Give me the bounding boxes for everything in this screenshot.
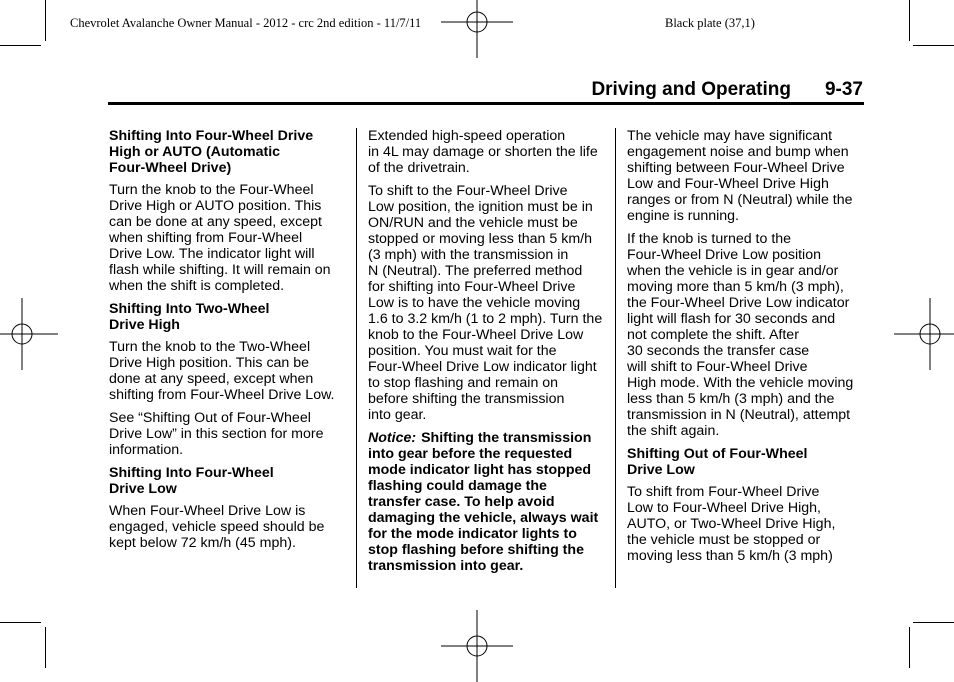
section-heading: Shifting Into Two-Wheel Drive High bbox=[109, 301, 270, 333]
body-paragraph: If the knob is turned to the Four-Wheel Drive Low position when the vehicle is in gear and/or moving more than 5 km/h (3 mph), the Four-Wheel Drive Low indicator light will flash for 30 seconds and not complete the shift. After 30 seconds the transfer case will shift to Four-Wheel Drive High mode. With the vehicle moving less than 5 km/h (3 mph) and the transmission in N (Neutral), attempt the shift again. bbox=[627, 231, 854, 439]
body-paragraph: When Four-Wheel Drive Low is engaged, vehicle speed should be kept below 72 km/h (45 mph). bbox=[109, 503, 325, 551]
registration-mark-bottom-icon bbox=[441, 610, 513, 682]
column-1 bbox=[109, 128, 349, 558]
section-heading: Shifting Into Four-Wheel Drive High or AUTO (Automatic Four-Wheel Drive) bbox=[109, 128, 314, 176]
registration-mark-left-icon bbox=[0, 298, 58, 370]
print-header-info: Chevrolet Avalanche Owner Manual - 2012 - crc 2nd edition - 11/7/11 bbox=[70, 16, 422, 30]
body-paragraph: See “Shifting Out of Four-Wheel Drive Low” in this section for more information. bbox=[109, 410, 324, 458]
body-paragraph: The vehicle may have significant engagement noise and bump when shifting between Four-Wheel Drive Low and Four-Wheel Drive High ranges or from N (Neutral) while the engine is running. bbox=[627, 128, 853, 224]
body-paragraph: To shift from Four-Wheel Drive Low to Four-Wheel Drive High, AUTO, or Two-Wheel Drive High, the vehicle must be stopped or moving less than 5 km/h (3 mph) bbox=[627, 484, 836, 564]
page-header bbox=[591, 79, 863, 101]
plate-label: Black plate (37,1) bbox=[665, 16, 755, 30]
body-paragraph: Turn the knob to the Two-Wheel Drive High position. This can be done at any speed, except when shifting from Four-Wheel Drive Low. bbox=[109, 339, 335, 403]
crop-mark-bottom-right-vertical bbox=[909, 627, 910, 668]
notice-block bbox=[368, 430, 608, 574]
registration-mark-top-icon bbox=[441, 0, 513, 58]
section-heading: Shifting Out of Four-Wheel Drive Low bbox=[627, 446, 808, 478]
section-heading: Shifting Into Four-Wheel Drive Low bbox=[109, 465, 274, 497]
crop-mark-top-right-vertical bbox=[909, 0, 910, 41]
crop-mark-top-right-horizontal bbox=[913, 45, 954, 46]
notice-label: Notice: bbox=[368, 430, 417, 446]
title-rule bbox=[108, 102, 864, 105]
column-3 bbox=[627, 128, 863, 571]
crop-mark-bottom-left-horizontal bbox=[0, 622, 41, 623]
page-number: 9-37 bbox=[824, 79, 863, 100]
notice-text: Shifting the transmission into gear before the requested mode indicator light has stopped flashing could damage the transfer case. To help avoid damaging the vehicle, always wait for the mode indicator lights to stop flashing before shifting the transmission into gear. bbox=[368, 430, 599, 574]
crop-mark-top-left-horizontal bbox=[0, 45, 41, 46]
section-title: Driving and Operating bbox=[591, 79, 791, 100]
column-divider bbox=[356, 128, 357, 588]
crop-mark-bottom-right-horizontal bbox=[913, 622, 954, 623]
body-paragraph: Extended high-speed operation in 4L may damage or shorten the life of the drivetrain. bbox=[368, 128, 598, 176]
crop-mark-top-left-vertical bbox=[45, 0, 46, 41]
registration-mark-right-icon bbox=[894, 298, 954, 370]
body-paragraph: To shift to the Four-Wheel Drive Low position, the ignition must be in ON/RUN and the vehicle must be stopped or moving less than 5 km/h (3 mph) with the transmission in N (Neutral). The preferred method for shifting into Four-Wheel Drive Low is to have the vehicle moving 1.6 to 3.2 km/h (1 to 2 mph). Turn the knob to the Four-Wheel Drive Low position. You must wait for the Four-Wheel Drive Low indicator light to stop flashing and remain on before shifting the transmission into gear. bbox=[368, 183, 603, 423]
crop-mark-bottom-left-vertical bbox=[45, 627, 46, 668]
column-2 bbox=[368, 128, 608, 581]
body-paragraph: Turn the knob to the Four-Wheel Drive High or AUTO position. This can be done at any speed, except when shifting from Four-Wheel Drive Low. The indicator light will flash while shifting. It will remain on when the shift is completed. bbox=[109, 182, 331, 294]
column-divider bbox=[615, 128, 616, 588]
